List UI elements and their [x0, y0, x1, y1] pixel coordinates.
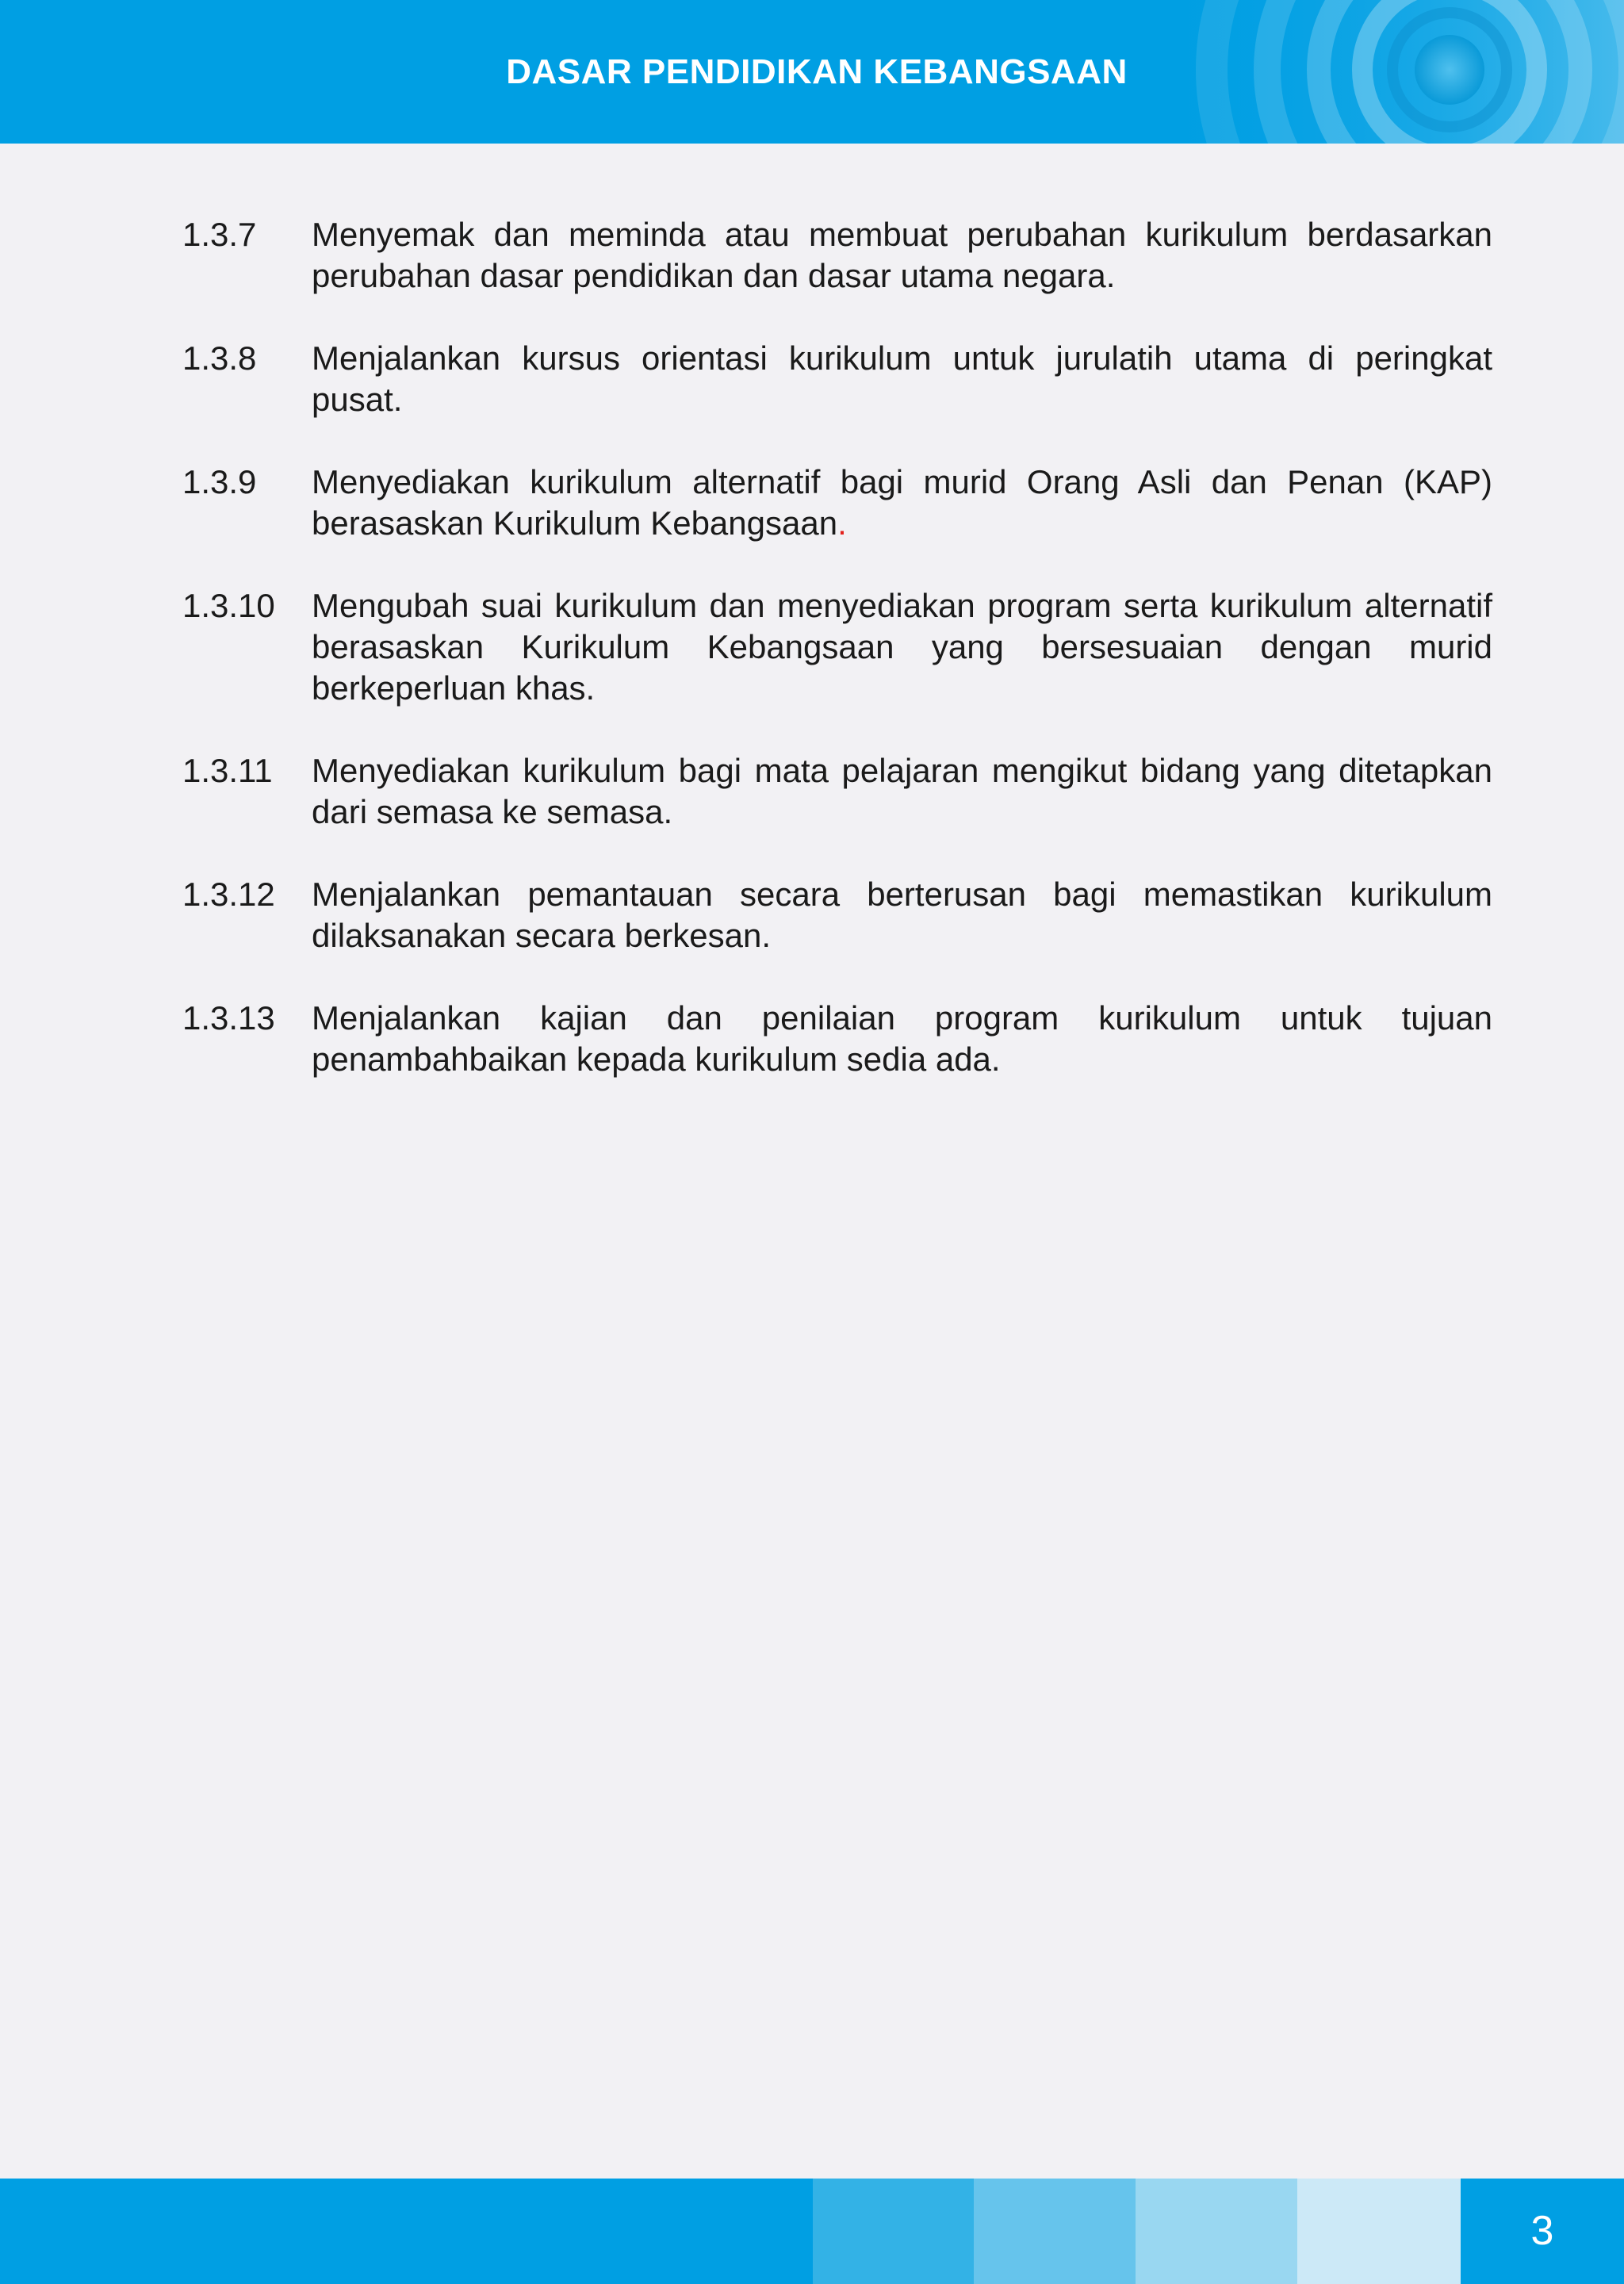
- footer-swatch: [813, 2179, 974, 2284]
- page-number: 3: [1461, 2179, 1624, 2284]
- list-item: [182, 874, 1492, 956]
- page-footer: [0, 2179, 1624, 2284]
- item-text: Menjalankan kajian dan penilaian program kurikulum untuk tujuan penambahbaikan kepada kurikulum sedia ada.: [312, 999, 1492, 1078]
- footer-band-main: [0, 2179, 813, 2284]
- header-title: DASAR PENDIDIKAN KEBANGSAAN: [506, 52, 1128, 91]
- item-number: 1.3.10: [182, 587, 275, 624]
- footer-swatch: [1297, 2179, 1461, 2284]
- page-header: [0, 0, 1624, 144]
- list-item: [182, 214, 1492, 297]
- numbered-list: [182, 214, 1492, 1121]
- footer-swatch: [1136, 2179, 1297, 2284]
- item-text-wrapper: [312, 462, 1492, 544]
- item-text: Menyediakan kurikulum bagi mata pelajaran mengikut bidang yang ditetapkan dari semasa ke semasa.: [312, 752, 1492, 830]
- list-item: [182, 585, 1492, 709]
- list-item: [182, 750, 1492, 833]
- item-number: 1.3.7: [182, 216, 257, 253]
- footer-swatch: [974, 2179, 1136, 2284]
- item-number: 1.3.12: [182, 876, 275, 913]
- item-text: Menjalankan kursus orientasi kurikulum untuk jurulatih utama di peringkat pusat.: [312, 339, 1492, 418]
- item-number: 1.3.11: [182, 752, 273, 789]
- item-text: Menyediakan kurikulum alternatif bagi murid Orang Asli dan Penan (KAP) berasaskan Kurikulum Kebangsaan: [312, 463, 1492, 542]
- item-number: 1.3.8: [182, 339, 257, 377]
- item-text: Mengubah suai kurikulum dan menyediakan program serta kurikulum alternatif berasaskan Kurikulum Kebangsaan yang bersesuaian dengan murid berkeperluan khas.: [312, 587, 1492, 707]
- item-number: 1.3.9: [182, 463, 257, 500]
- list-item: [182, 998, 1492, 1080]
- item-text: Menyemak dan meminda atau membuat perubahan kurikulum berdasarkan perubahan dasar pendidikan dan dasar utama negara.: [312, 216, 1492, 294]
- red-period: .: [837, 504, 847, 542]
- list-item: [182, 462, 1492, 544]
- item-text: Menjalankan pemantauan secara berterusan bagi memastikan kurikulum dilaksanakan secara berkesan.: [312, 876, 1492, 954]
- list-item: [182, 338, 1492, 420]
- item-number: 1.3.13: [182, 999, 275, 1037]
